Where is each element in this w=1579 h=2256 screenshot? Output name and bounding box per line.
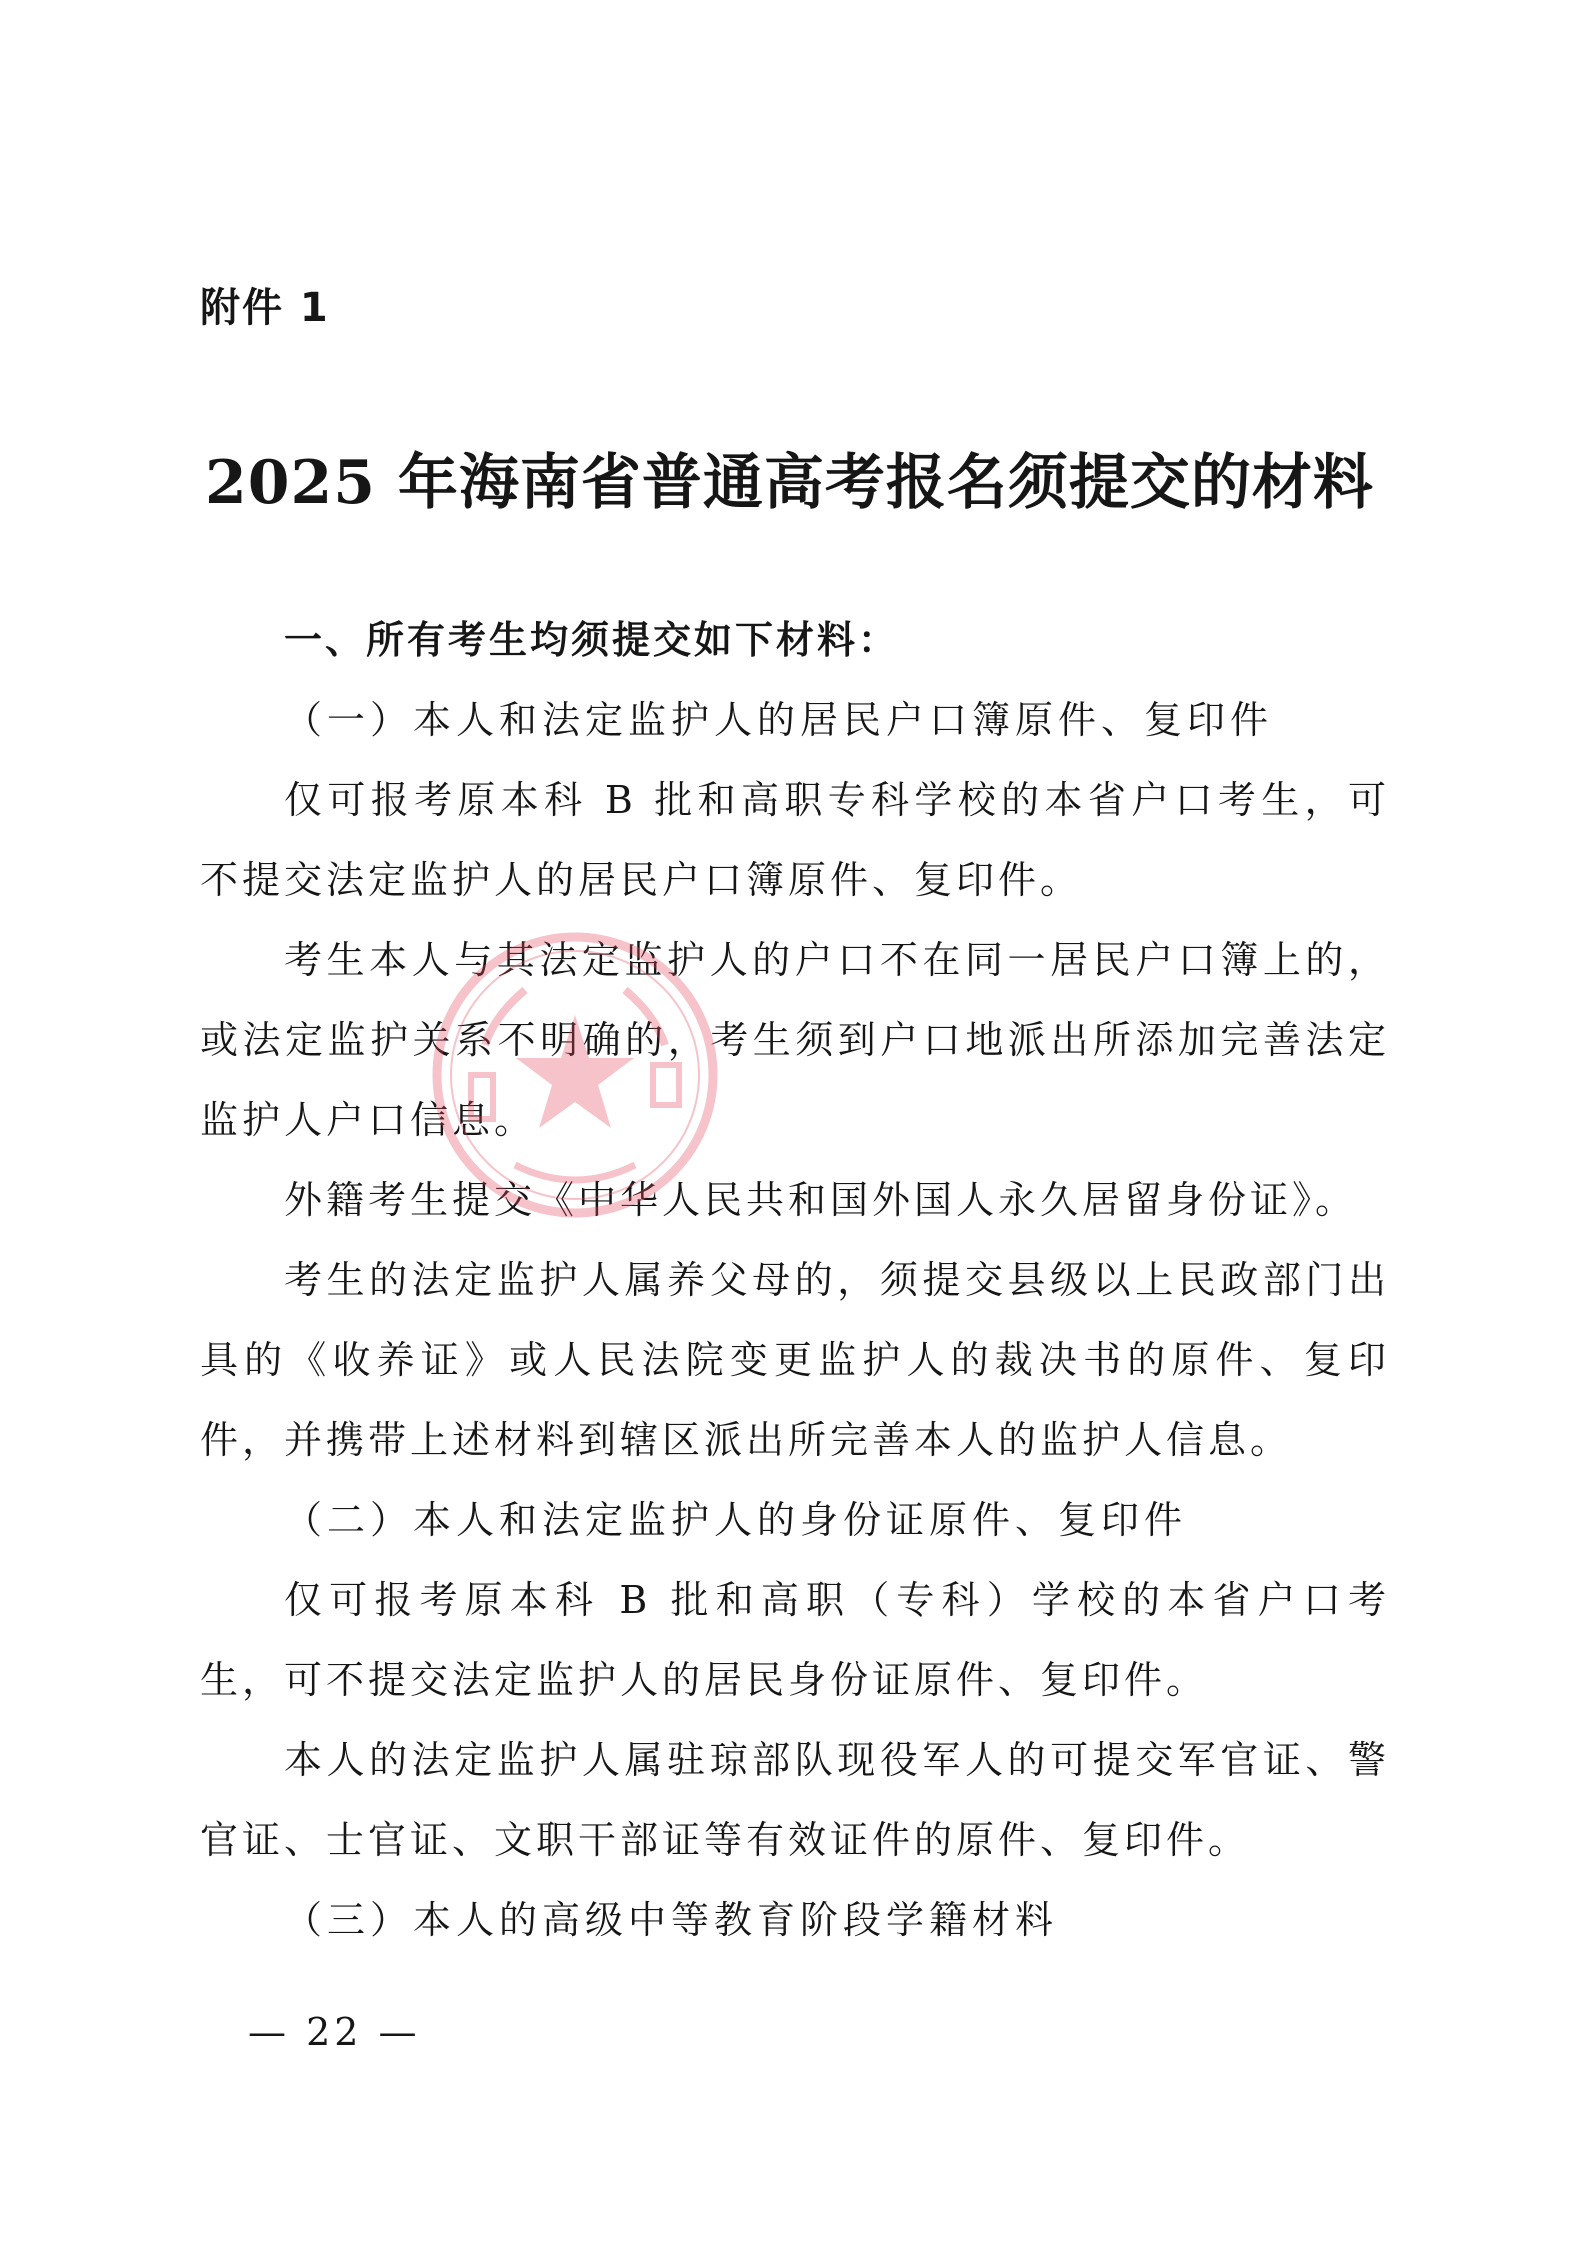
section-heading: 一、所有考生均须提交如下材料： <box>284 618 900 662</box>
attachment-label: 附件 1 <box>200 285 330 331</box>
document-body <box>200 600 1390 1960</box>
sub-heading: （二）本人和法定监护人的身份证原件、复印件 <box>284 1498 1188 1542</box>
paragraph: 考生本人与其法定监护人的户口不在同一居民户口簿上的，或法定监护关系不明确的，考生须到户口地派出所添加完善法定监护人户口信息。 <box>200 938 1390 1142</box>
paragraph: 仅可报考原本科 B 批和高职（专科）学校的本省户口考生，可不提交法定监护人的居民身份证原件、复印件。 <box>200 1578 1390 1702</box>
page-number: — 22 — <box>248 2010 421 2054</box>
paragraph: 仅可报考原本科 B 批和高职专科学校的本省户口考生，可不提交法定监护人的居民户口簿原件、复印件。 <box>200 778 1390 902</box>
paragraph: 考生的法定监护人属养父母的，须提交县级以上民政部门出具的《收养证》或人民法院变更监护人的裁决书的原件、复印件，并携带上述材料到辖区派出所完善本人的监护人信息。 <box>200 1258 1390 1462</box>
sub-heading: （三）本人的高级中等教育阶段学籍材料 <box>284 1898 1059 1942</box>
document-title: 2025 年海南省普通高考报名须提交的材料 <box>205 448 1374 518</box>
paragraph: 外籍考生提交《中华人民共和国外国人永久居留身份证》。 <box>284 1178 1358 1222</box>
sub-heading: （一）本人和法定监护人的居民户口簿原件、复印件 <box>284 698 1274 742</box>
paragraph: 本人的法定监护人属驻琼部队现役军人的可提交军官证、警官证、士官证、文职干部证等有效证件的原件、复印件。 <box>200 1738 1390 1862</box>
